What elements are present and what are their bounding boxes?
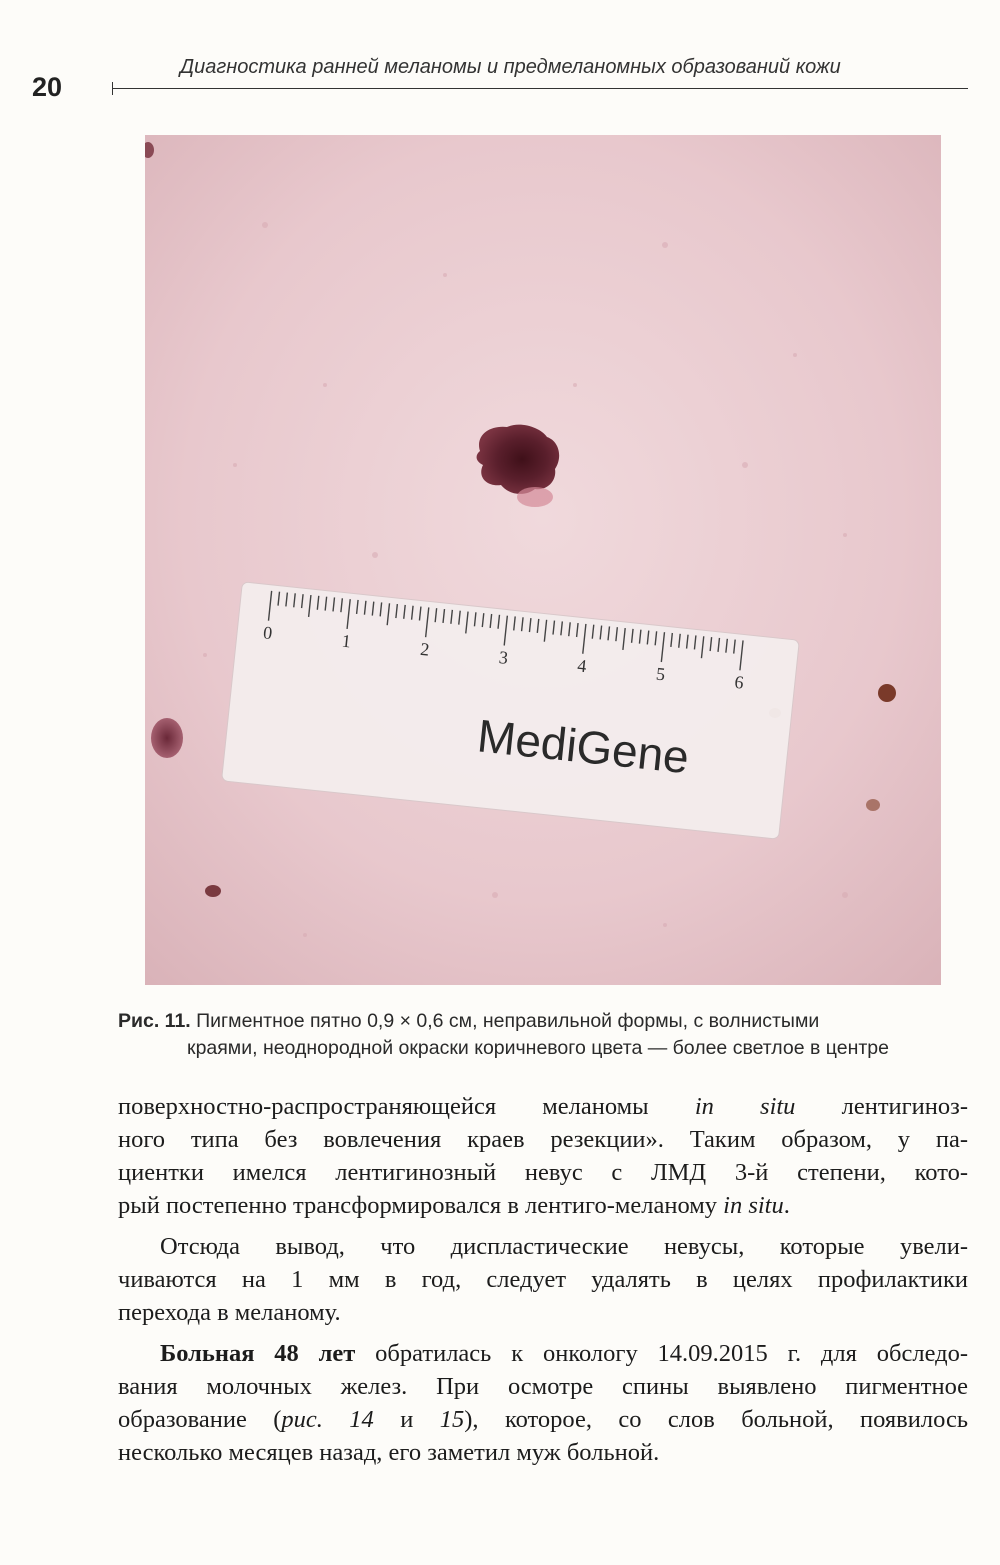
paragraph [118,1230,968,1329]
text-line: циентки имелся лентигинозный невус с ЛМД 3-й степени, кото- [118,1159,968,1186]
figure-photo [145,135,941,985]
ruler-tick-label: 6 [733,671,745,693]
ruler-brand-logo: MediGene [474,709,692,784]
figure-caption [118,1008,978,1062]
text-line: Больная 48 лет обратилась к онкологу 14.09.2015 г. для обследо- [160,1340,968,1367]
ruler-tick-label: 1 [340,630,352,652]
header-rule [112,88,968,89]
text-line: ного типа без вовлечения краев резекции». Таким образом, у па- [118,1126,968,1153]
caption-text-line2: краями, неоднородной окраски коричневого цвета — более светлое в центре [187,1037,889,1059]
running-header: Диагностика ранней меланомы и предмеланомных образований кожи [180,56,841,78]
text-line: несколько месяцев назад, его заметил муж больной. [118,1439,660,1466]
mole [878,684,896,702]
text-line: перехода в меланому. [118,1299,341,1326]
text-line: рый постепенно трансформировался в лентиго-меланому in situ. [118,1192,790,1219]
caption-text-line1: Пигментное пятно 0,9 × 0,6 см, неправильной формы, с волнистыми [196,1010,820,1032]
mole [151,718,183,758]
mole [866,799,880,811]
ruler-tick-label: 2 [419,638,431,660]
ruler-tick-label: 0 [262,622,274,644]
page-number: 20 [32,72,63,102]
caption-label: Рис. 11. [118,1010,191,1032]
ruler-tick-label: 5 [655,663,667,685]
text-line: вания молочных желез. При осмотре спины выявлено пигментное [118,1373,968,1400]
ruler-tick-label: 4 [576,655,588,677]
paragraph [118,1337,968,1469]
text-line: образование (рис. 14 и 15), которое, со слов больной, появилось [118,1406,968,1433]
body-text [118,1090,968,1469]
text-line: чиваются на 1 мм в год, следует удалять в целях профилактики [118,1266,968,1293]
ruler-tick-label: 3 [497,647,509,668]
skin-background [145,135,941,985]
text-line: Отсюда вывод, что диспластические невусы, которые увели- [160,1233,968,1260]
mole [205,885,221,897]
paragraph [118,1090,968,1222]
text-line: поверхностно-распространяющейся меланомы in situ лентигиноз- [118,1093,968,1120]
